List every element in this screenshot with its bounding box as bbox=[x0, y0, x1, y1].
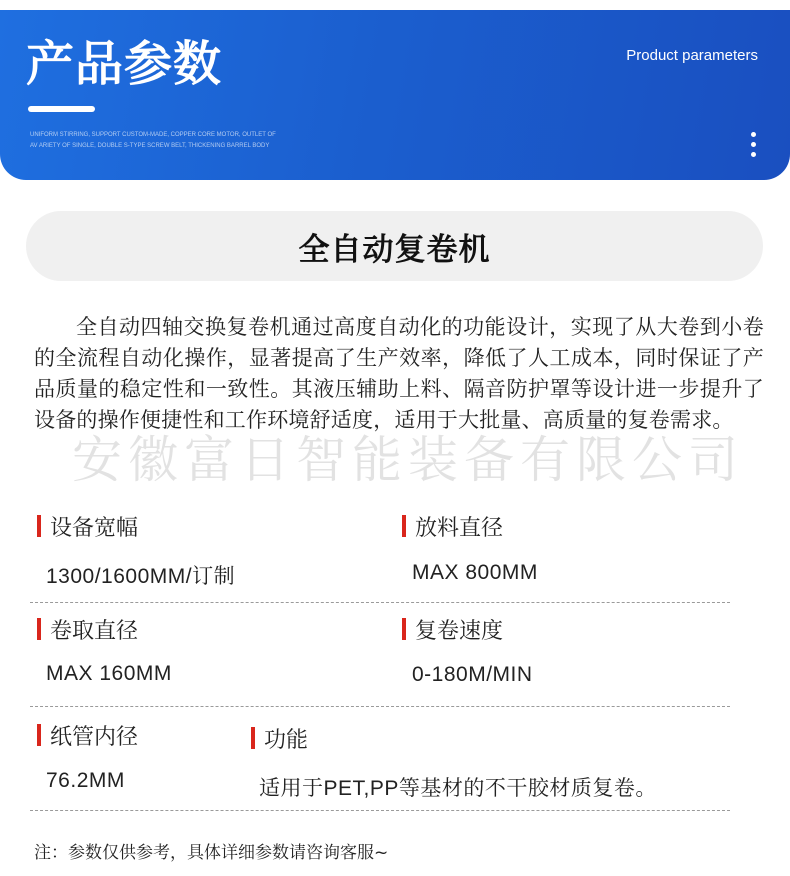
spec-value-core-diameter: 76.2MM bbox=[46, 769, 125, 792]
spec-label-width: 设备宽幅 bbox=[37, 511, 138, 541]
spec-value-unwind-diameter: MAX 800MM bbox=[412, 561, 538, 584]
label-marker bbox=[402, 515, 406, 537]
page-title: 产品参数 bbox=[26, 36, 223, 92]
row-divider bbox=[30, 706, 730, 707]
banner-tagline: UNIFORM STIRRING, SUPPORT CUSTOM-MADE, COPPER CORE MOTOR, OUTLET OF AV ARIETY OF SINGLE, DOUBLE S-TYPE SCREW BELT, THICKENING BARREL BODY bbox=[30, 132, 276, 149]
product-description: 全自动四轴交换复卷机通过高度自动化的功能设计，实现了从大卷到小卷的全流程自动化操作，显著提高了生产效率，降低了人工成本，同时保证了产品质量的稳定性和一致性。其液压辅助上料、隔音防护罩等设计进一步提升了设备的操作便捷性和工作环境舒适度，适用于大批量、高质量的复卷需求。 bbox=[34, 315, 764, 432]
page-subtitle-en: Product parameters bbox=[626, 47, 758, 64]
spec-value-rewind-diameter: MAX 160MM bbox=[46, 662, 172, 685]
label-marker bbox=[37, 618, 41, 640]
spec-label-function: 功能 bbox=[251, 723, 308, 753]
row-divider bbox=[30, 602, 730, 603]
more-vertical-icon[interactable] bbox=[751, 132, 757, 157]
label-marker bbox=[402, 618, 406, 640]
label-marker bbox=[37, 724, 41, 746]
spec-value-function: 适用于PET,PP等基材的不干胶材质复卷。 bbox=[259, 777, 657, 800]
company-watermark: 安徽富日智能装备有限公司 bbox=[72, 431, 744, 489]
product-name: 全自动复卷机 bbox=[298, 231, 491, 268]
label-marker bbox=[251, 727, 255, 749]
footnote: 注：参数仅供参考，具体详细参数请咨询客服~ bbox=[34, 843, 389, 863]
label-marker bbox=[37, 515, 41, 537]
spec-label-core-diameter: 纸管内径 bbox=[37, 720, 138, 750]
product-name-pill bbox=[26, 211, 763, 281]
spec-label-rewind-diameter: 卷取直径 bbox=[37, 614, 138, 644]
spec-label-unwind-diameter: 放料直径 bbox=[402, 511, 503, 541]
spec-value-width: 1300/1600MM/订制 bbox=[46, 565, 236, 588]
spec-value-speed: 0-180M/MIN bbox=[412, 663, 533, 686]
header-banner bbox=[0, 10, 790, 180]
title-underline bbox=[28, 106, 95, 112]
row-divider bbox=[30, 810, 730, 811]
spec-label-speed: 复卷速度 bbox=[402, 614, 503, 644]
